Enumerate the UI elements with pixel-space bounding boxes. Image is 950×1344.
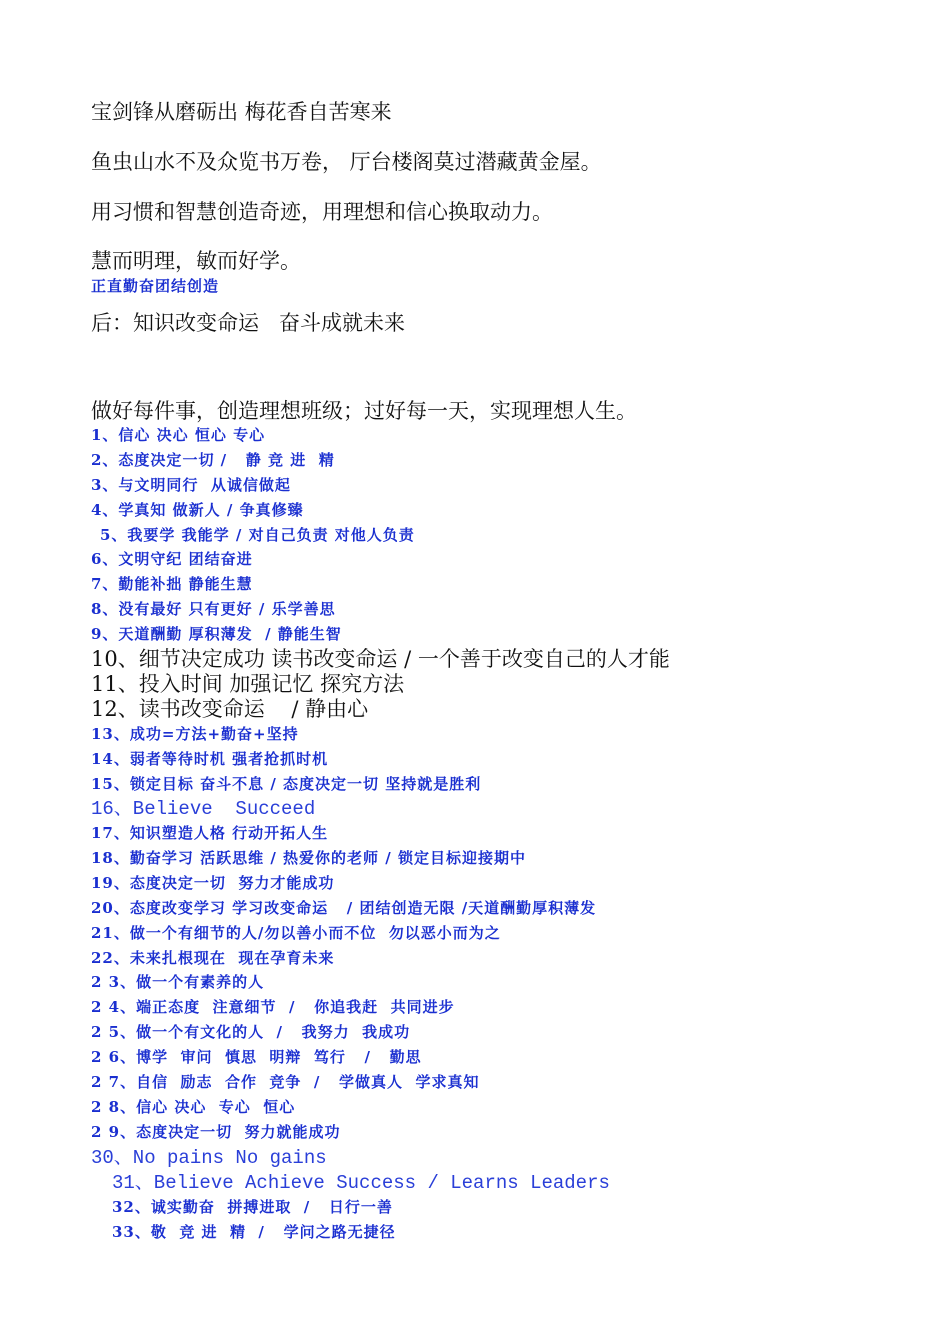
motto-item: 2 7、自信 励志 合作 竞争 / 学做真人 学求真知 (91, 1073, 480, 1091)
intro-line-4: 慧而明理，敏而好学。 (91, 249, 301, 273)
motto-item: 3、与文明同行 从诚信做起 (91, 476, 291, 494)
motto-item: 10、细节决定成功 读书改变命运 / 一个善于改变自己的人才能 (91, 647, 670, 671)
motto-item: 9、天道酬勤 厚积薄发 / 静能生智 (91, 625, 342, 643)
intro-line-1: 宝剑锋从磨砺出 梅花香自苦寒来 (91, 100, 392, 124)
motto-item: 11、投入时间 加强记忆 探究方法 (91, 672, 405, 696)
motto-item: 30、No pains No gains (91, 1147, 327, 1169)
intro-line-3: 用习惯和智慧创造奇迹，用理想和信心换取动力。 (91, 200, 553, 224)
motto-item: 2 5、做一个有文化的人 / 我努力 我成功 (91, 1023, 411, 1041)
motto-item: 2 8、信心 决心 专心 恒心 (91, 1098, 296, 1116)
motto-item: 12、读书改变命运 / 静由心 (91, 697, 369, 721)
motto-item: 5、我要学 我能学 / 对自己负责 对他人负责 (100, 526, 415, 544)
motto-item: 20、态度改变学习 学习改变命运 / 团结创造无限 /天道酬勤厚积薄发 (91, 899, 597, 917)
motto-item: 21、做一个有细节的人/勿以善小而不位 勿以恶小而为之 (91, 924, 501, 942)
motto-item: 18、勤奋学习 活跃思维 / 热爱你的老师 / 锁定目标迎接期中 (91, 849, 526, 867)
motto-item: 2 6、博学 审问 慎思 明辩 笃行 / 勤思 (91, 1048, 422, 1066)
motto-item: 2 4、端正态度 注意细节 / 你追我赶 共同进步 (91, 998, 455, 1016)
motto-item: 1、信心 决心 恒心 专心 (91, 426, 266, 444)
motto-item: 19、态度决定一切 努力才能成功 (91, 874, 335, 892)
motto-item: 7、勤能补拙 静能生慧 (91, 575, 253, 593)
intro-line-7: 做好每件事，创造理想班级；过好每一天，实现理想人生。 (91, 399, 637, 423)
motto-item: 33、敬 竞 进 精 / 学问之路无捷径 (112, 1223, 396, 1241)
motto-item: 13、成功=方法+勤奋+坚持 (91, 725, 299, 743)
motto-item: 14、弱者等待时机 强者抢抓时机 (91, 750, 329, 768)
motto-item: 2 9、态度决定一切 努力就能成功 (91, 1123, 341, 1141)
intro-line-2: 鱼虫山水不及众览书万卷， 厅台楼阁莫过潜藏黄金屋。 (91, 150, 602, 174)
motto-item: 31、Believe Achieve Success / Learns Leaders (112, 1172, 610, 1194)
motto-item: 22、未来扎根现在 现在孕育未来 (91, 949, 335, 967)
motto-item: 6、文明守纪 团结奋进 (91, 550, 253, 568)
motto-item: 17、知识塑造人格 行动开拓人生 (91, 824, 329, 842)
motto-item: 16、Believe Succeed (91, 798, 316, 820)
motto-item: 15、锁定目标 奋斗不息 / 态度决定一切 坚持就是胜利 (91, 775, 482, 793)
motto-item: 2、态度决定一切 / 静 竞 进 精 (91, 451, 335, 469)
motto-item: 32、诚实勤奋 拼搏进取 / 日行一善 (112, 1198, 393, 1216)
motto-item: 4、学真知 做新人 / 争真修臻 (91, 501, 304, 519)
motto-item: 2 3、做一个有素养的人 (91, 973, 265, 991)
motto-item: 8、没有最好 只有更好 / 乐学善思 (91, 600, 336, 618)
intro-line-5: 正直勤奋团结创造 (91, 277, 220, 295)
intro-line-6: 后：知识改变命运 奋斗成就未来 (91, 311, 406, 335)
